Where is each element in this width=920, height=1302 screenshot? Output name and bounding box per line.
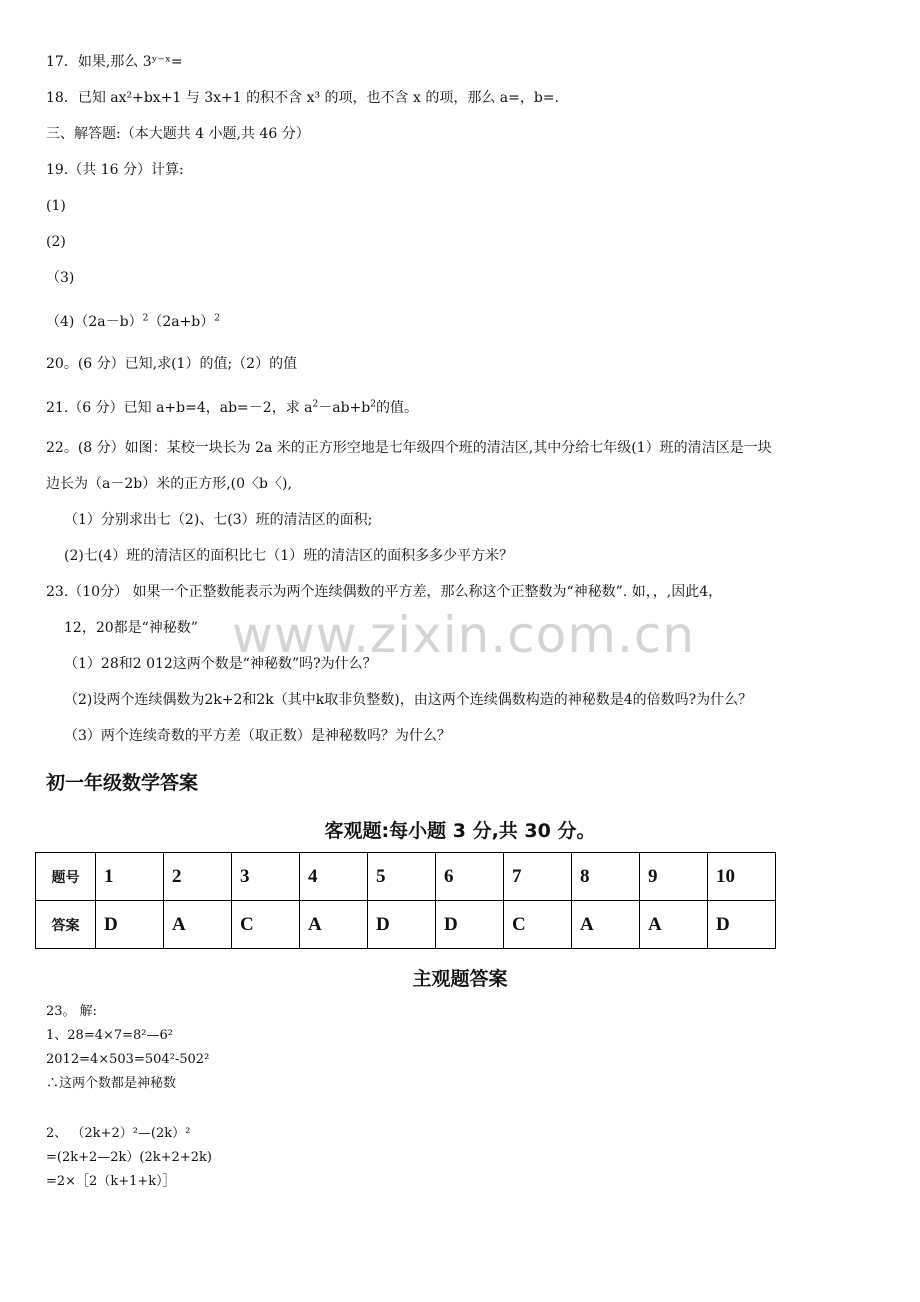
solution-line-3: 2012=4×503=504²-502² xyxy=(46,1052,210,1067)
solution-line-5: 2、 （2k+2）²—(2k）² xyxy=(46,1126,191,1141)
answer-cell: A xyxy=(640,901,708,949)
watermark: www.zixin.com.cn xyxy=(232,606,696,664)
question-18: 18．已知 ax²+bx+1 与 3x+1 的积不含 x³ 的项，也不含 x 的项，那么 a=，b=. xyxy=(46,90,560,106)
answers-title: 初一年级数学答案 xyxy=(46,772,199,794)
q21-part-c: 的值。 xyxy=(375,400,418,416)
solution-line-1: 23。 解: xyxy=(46,1004,98,1019)
question-23-sub-1: （1）28和2 012这两个数是“神秘数”吗?为什么？ xyxy=(64,656,377,672)
q21-exponent-1: 2 xyxy=(312,399,319,410)
row-header-number: 题号 xyxy=(36,853,96,901)
question-number-cell: 1 xyxy=(96,853,164,901)
section-3-heading: 三、解答题:（本大题共 4 小题,共 46 分） xyxy=(46,126,310,142)
question-21 xyxy=(46,398,418,418)
q19-4-exponent-2: 2 xyxy=(214,313,221,324)
question-23-sub-3: （3）两个连续奇数的平方差（取正数）是神秘数吗？为什么？ xyxy=(64,728,451,744)
q19-4-exponent-1: 2 xyxy=(142,313,149,324)
q21-part-b: －ab+b xyxy=(318,400,371,416)
answer-cell: C xyxy=(504,901,572,949)
q19-4-first-term: （4)（2a－b） xyxy=(46,314,143,330)
question-19-part-1: (1) xyxy=(46,198,66,214)
answer-cell: D xyxy=(436,901,504,949)
q19-4-second-term: （2a+b） xyxy=(148,314,215,330)
answer-cell: C xyxy=(232,901,300,949)
question-number-cell: 4 xyxy=(300,853,368,901)
table-row-answers xyxy=(36,901,776,949)
question-20: 20。(6 分）已知,求(1）的值;（2）的值 xyxy=(46,356,298,372)
question-19-part-2: (2) xyxy=(46,234,66,250)
question-22-sub-2: (2)七(4）班的清洁区的面积比七（1）班的清洁区的面积多多少平方米？ xyxy=(64,548,514,564)
answer-cell: A xyxy=(572,901,640,949)
answer-cell: D xyxy=(368,901,436,949)
question-number-cell: 8 xyxy=(572,853,640,901)
question-number-cell: 5 xyxy=(368,853,436,901)
solution-line-6: =(2k+2—2k）(2k+2+2k) xyxy=(46,1150,212,1165)
question-22-sub-1: （1）分别求出七（2)、七(3）班的清洁区的面积; xyxy=(64,512,373,528)
answer-cell: A xyxy=(300,901,368,949)
question-number-cell: 9 xyxy=(640,853,708,901)
solution-line-4: ∴这两个数都是神秘数 xyxy=(46,1076,177,1091)
question-22-line-1: 22。(8 分）如图：某校一块长为 2a 米的正方形空地是七年级四个班的清洁区,其中分给七年级(1）班的清洁区是一块 xyxy=(46,440,772,456)
question-22-line-2: 边长为（a－2b）米的正方形,(0〈b〈), xyxy=(46,476,292,492)
answer-cell: D xyxy=(708,901,776,949)
subjective-title: 主观题答案 xyxy=(412,968,508,990)
question-number-cell: 6 xyxy=(436,853,504,901)
objective-title: 客观题:每小题 3 分,共 30 分。 xyxy=(324,820,596,842)
question-number-cell: 7 xyxy=(504,853,572,901)
table-row-numbers xyxy=(36,853,776,901)
question-19-part-3: （3) xyxy=(46,270,75,286)
answer-cell: A xyxy=(164,901,232,949)
answer-cell: D xyxy=(96,901,164,949)
solution-line-2: 1、28=4×7=8²—6² xyxy=(46,1028,173,1043)
question-23-line-2: 12，20都是“神秘数” xyxy=(64,620,198,636)
question-number-cell: 2 xyxy=(164,853,232,901)
row-header-answer: 答案 xyxy=(36,901,96,949)
q21-part-a: 21.（6 分）已知 a+b=4，ab=－2，求 a xyxy=(46,400,313,416)
question-23-line-1: 23.（10分） 如果一个正整数能表示为两个连续偶数的平方差，那么称这个正整数为“神秘数”. 如，，,因此4， xyxy=(46,584,723,600)
question-number-cell: 3 xyxy=(232,853,300,901)
question-19-part-4 xyxy=(46,312,220,332)
question-17: 17．如果,那么 3ʸ⁻ˣ= xyxy=(46,54,183,70)
question-number-cell: 10 xyxy=(708,853,776,901)
question-19: 19.（共 16 分）计算: xyxy=(46,162,184,178)
question-23-sub-2: （2)设两个连续偶数为2k+2和2k（其中k取非负整数)，由这两个连续偶数构造的神秘数是4的倍数吗?为什么？ xyxy=(64,692,753,708)
solution-line-7: =2×［2（k+1+k）］ xyxy=(46,1174,176,1189)
q21-exponent-2: 2 xyxy=(370,399,376,410)
answer-table xyxy=(35,852,776,949)
